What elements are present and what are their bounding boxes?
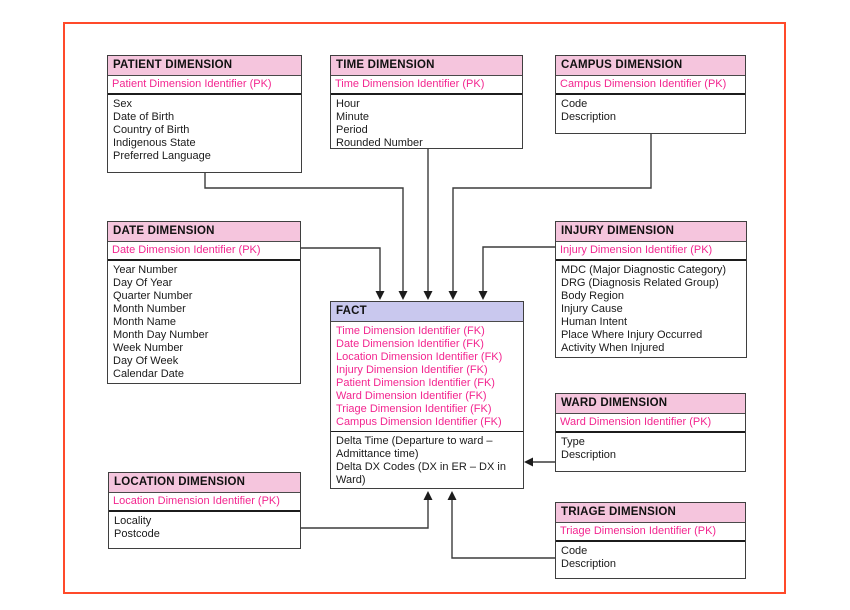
attribute-row: Preferred Language	[113, 150, 211, 162]
attribute-row: Rounded Number	[336, 137, 423, 149]
attribute-row: Postcode	[114, 528, 160, 540]
entity-title: INJURY DIMENSION	[556, 222, 746, 242]
attribute-row: Delta Time (Departure to ward – Admittance time)	[336, 435, 493, 460]
connector-location-to-fact	[301, 499, 428, 528]
attribute-row: Calendar Date	[113, 368, 184, 380]
attribute-row: Description	[561, 111, 617, 123]
entity-attribute-list	[331, 95, 522, 152]
entity-attribute-list	[109, 512, 300, 548]
arrowhead-campus	[449, 291, 458, 300]
arrowhead-location	[424, 491, 433, 500]
entity-title: DATE DIMENSION	[108, 222, 300, 242]
attribute-row: Indigenous State	[113, 137, 196, 149]
attribute-row: MDC (Major Diagnostic Category)	[561, 264, 727, 276]
arrowhead-time	[424, 291, 433, 300]
attribute-row: Patient Dimension Identifier (FK)	[336, 377, 495, 389]
attribute-row: DRG (Diagnosis Related Group)	[561, 277, 719, 289]
attribute-row: Date Dimension Identifier (FK)	[336, 338, 484, 350]
entity-campus-dimension	[555, 55, 746, 134]
attribute-row: Sex	[113, 98, 132, 110]
attribute-row: Description	[561, 558, 617, 570]
entity-primary-key: Time Dimension Identifier (PK)	[331, 76, 522, 95]
fact-foreign-key-list	[331, 322, 523, 432]
attribute-row: Delta DX Codes (DX in ER – DX in Ward)	[336, 461, 506, 486]
entity-fact-table	[330, 301, 524, 489]
entity-primary-key: Patient Dimension Identifier (PK)	[108, 76, 301, 95]
arrowhead-ward	[524, 458, 533, 467]
entity-primary-key: Ward Dimension Identifier (PK)	[556, 414, 745, 433]
entity-attribute-list	[556, 95, 745, 133]
attribute-row: Month Name	[113, 316, 176, 328]
attribute-row: Injury Dimension Identifier (FK)	[336, 364, 488, 376]
arrowhead-triage	[448, 491, 457, 500]
arrowhead-date	[376, 291, 385, 300]
attribute-row: Place Where Injury Occurred	[561, 329, 703, 341]
entity-attribute-list	[556, 542, 745, 578]
attribute-row: Period	[336, 124, 368, 136]
attribute-row: Human Intent	[561, 316, 628, 328]
entity-title: TIME DIMENSION	[331, 56, 522, 76]
entity-injury-dimension	[555, 221, 747, 358]
entity-title: WARD DIMENSION	[556, 394, 745, 414]
attribute-row: Location Dimension Identifier (FK)	[336, 351, 503, 363]
attribute-row: Description	[561, 449, 617, 461]
entity-attribute-list	[556, 433, 745, 471]
attribute-row: Activity When Injured	[561, 342, 665, 354]
entity-title: PATIENT DIMENSION	[108, 56, 301, 76]
attribute-row: Code	[561, 98, 588, 110]
attribute-row: Day Of Week	[113, 355, 179, 367]
entity-attribute-list	[556, 261, 746, 357]
attribute-row: Date of Birth	[113, 111, 175, 123]
attribute-row: Ward Dimension Identifier (FK)	[336, 390, 487, 402]
entity-triage-dimension	[555, 502, 746, 579]
attribute-row: Week Number	[113, 342, 184, 354]
attribute-row: Triage Dimension Identifier (FK)	[336, 403, 492, 415]
attribute-row: Locality	[114, 515, 152, 527]
attribute-row: Hour	[336, 98, 360, 110]
attribute-row: Time Dimension Identifier (FK)	[336, 325, 485, 337]
connector-date-to-fact	[301, 248, 380, 292]
attribute-row: Injury Cause	[561, 303, 623, 315]
entity-ward-dimension	[555, 393, 746, 472]
fact-measure-list	[331, 432, 523, 489]
connector-triage-to-fact	[452, 499, 555, 558]
entity-time-dimension	[330, 55, 523, 149]
entity-title: TRIAGE DIMENSION	[556, 503, 745, 523]
arrowhead-patient	[399, 291, 408, 300]
entity-title: CAMPUS DIMENSION	[556, 56, 745, 76]
attribute-row: Quarter Number	[113, 290, 193, 302]
attribute-row: Year Number	[113, 264, 178, 276]
entity-attribute-list	[108, 261, 300, 383]
attribute-row: Day Of Year	[113, 277, 173, 289]
entity-title: LOCATION DIMENSION	[109, 473, 300, 493]
entity-primary-key: Campus Dimension Identifier (PK)	[556, 76, 745, 95]
attribute-row: Code	[561, 545, 588, 557]
attribute-row: Minute	[336, 111, 370, 123]
attribute-row: Body Region	[561, 290, 624, 302]
entity-primary-key: Location Dimension Identifier (PK)	[109, 493, 300, 512]
entity-location-dimension	[108, 472, 301, 549]
attribute-row: Month Day Number	[113, 329, 209, 341]
connector-injury-to-fact	[483, 247, 555, 292]
entity-primary-key: Triage Dimension Identifier (PK)	[556, 523, 745, 542]
attribute-row: Type	[561, 436, 585, 448]
attribute-row: Campus Dimension Identifier (FK)	[336, 416, 502, 428]
entity-attribute-list	[108, 95, 301, 172]
entity-patient-dimension	[107, 55, 302, 173]
attribute-row: Country of Birth	[113, 124, 190, 136]
entity-title: FACT	[331, 302, 523, 322]
entity-primary-key: Injury Dimension Identifier (PK)	[556, 242, 746, 261]
entity-primary-key: Date Dimension Identifier (PK)	[108, 242, 300, 261]
attribute-row: Month Number	[113, 303, 186, 315]
entity-date-dimension	[107, 221, 301, 384]
arrowhead-injury	[479, 291, 488, 300]
